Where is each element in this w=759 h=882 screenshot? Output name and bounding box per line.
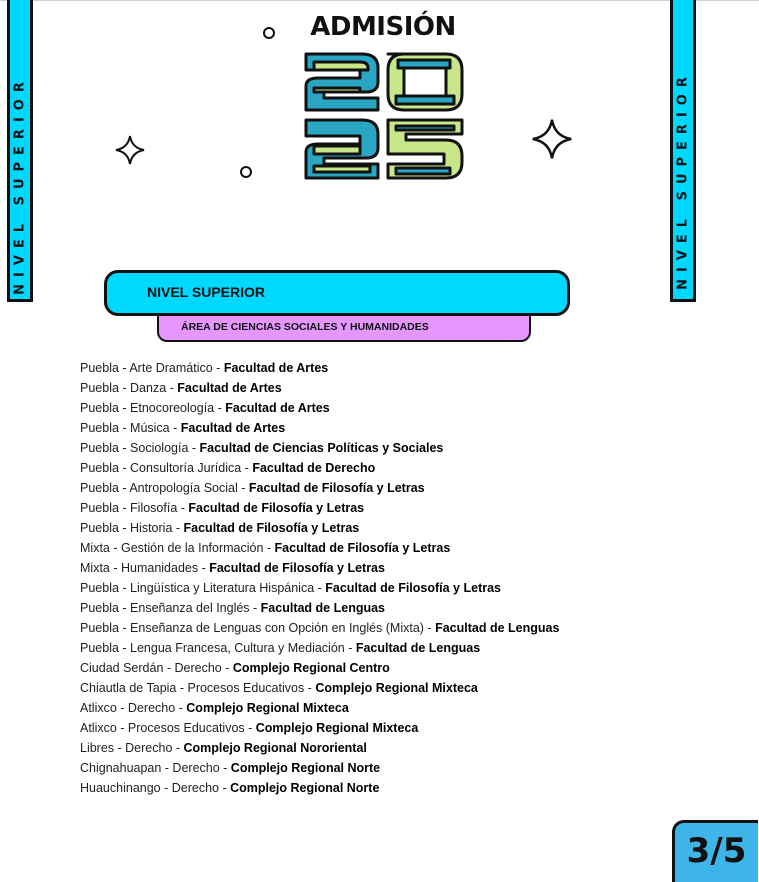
area-banner <box>157 314 531 342</box>
program-campus-career: Mixta - Humanidades - <box>80 561 210 575</box>
program-faculty: Complejo Regional Centro <box>232 661 390 675</box>
side-tab-right <box>670 0 696 302</box>
program-faculty: Complejo Regional Mixteca <box>255 721 419 735</box>
program-faculty: Complejo Regional Nororiental <box>183 741 367 755</box>
ring-icon <box>239 165 253 179</box>
ring-icon <box>262 26 276 40</box>
program-campus-career: Atlixco - Derecho - <box>80 701 187 715</box>
program-campus-career: Puebla - Lingüística y Literatura Hispánica - <box>80 581 326 595</box>
program-campus-career: Chiautla de Tapia - Procesos Educativos - <box>80 681 316 695</box>
side-tab-left <box>7 0 33 302</box>
program-faculty: Facultad de Derecho <box>252 461 376 475</box>
program-campus-career: Libres - Derecho - <box>80 741 184 755</box>
program-faculty: Facultad de Filosofía y Letras <box>209 561 385 575</box>
program-item <box>80 558 559 578</box>
program-item <box>80 518 559 538</box>
area-title: ÁREA DE CIENCIAS SOCIALES Y HUMANIDADES <box>181 321 429 333</box>
program-faculty: Facultad de Lenguas <box>355 641 481 655</box>
top-divider <box>0 0 759 1</box>
program-campus-career: Huauchinango - Derecho - <box>80 781 231 795</box>
sparkle-icon <box>114 134 146 166</box>
side-tab-label: NIVEL SUPERIOR <box>12 75 28 295</box>
program-faculty: Facultad de Artes <box>225 401 330 415</box>
program-item <box>80 758 559 778</box>
level-title: NIVEL SUPERIOR <box>147 284 265 300</box>
side-tab-label: NIVEL SUPERIOR <box>675 70 691 290</box>
year-2025-graphic <box>300 50 466 182</box>
program-faculty: Facultad de Ciencias Políticas y Sociales <box>199 441 444 455</box>
program-item <box>80 738 559 758</box>
program-item <box>80 418 559 438</box>
program-faculty: Complejo Regional Norte <box>230 761 381 775</box>
program-item <box>80 698 559 718</box>
program-campus-career: Puebla - Historia - <box>80 521 184 535</box>
program-faculty: Facultad de Filosofía y Letras <box>248 481 425 495</box>
program-faculty: Facultad de Artes <box>180 421 286 435</box>
program-faculty: Complejo Regional Mixteca <box>315 681 478 695</box>
program-item <box>80 398 559 418</box>
program-list <box>80 358 559 798</box>
program-item <box>80 598 559 618</box>
program-campus-career: Puebla - Antropología Social - <box>80 481 249 495</box>
program-campus-career: Puebla - Sociología - <box>80 441 200 455</box>
program-item <box>80 378 559 398</box>
sparkle-icon <box>530 117 574 161</box>
program-faculty: Facultad de Lenguas <box>435 621 560 635</box>
program-item <box>80 618 559 638</box>
program-campus-career: Puebla - Música - <box>80 421 181 435</box>
program-item <box>80 438 559 458</box>
program-item <box>80 538 559 558</box>
admission-title: ADMISIÓN <box>310 12 456 42</box>
program-campus-career: Puebla - Filosofía - <box>80 501 189 515</box>
program-campus-career: Puebla - Lengua Francesa, Cultura y Mediación - <box>80 641 356 655</box>
program-item <box>80 578 559 598</box>
program-faculty: Complejo Regional Norte <box>230 781 380 795</box>
program-campus-career: Mixta - Gestión de la Información - <box>80 541 275 555</box>
level-banner <box>104 270 570 316</box>
program-item <box>80 478 559 498</box>
program-faculty: Facultad de Artes <box>223 361 329 375</box>
program-item <box>80 718 559 738</box>
program-item <box>80 658 559 678</box>
page-indicator <box>672 820 758 882</box>
program-item <box>80 678 559 698</box>
program-faculty: Facultad de Artes <box>177 381 282 395</box>
program-campus-career: Puebla - Etnocoreología - <box>80 401 226 415</box>
page-number: 3/5 <box>686 831 747 871</box>
program-campus-career: Ciudad Serdán - Derecho - <box>80 661 233 675</box>
program-faculty: Facultad de Filosofía y Letras <box>188 501 365 515</box>
program-faculty: Facultad de Filosofía y Letras <box>183 521 360 535</box>
program-item <box>80 498 559 518</box>
program-item <box>80 778 559 798</box>
program-faculty: Facultad de Lenguas <box>260 601 386 615</box>
program-faculty: Complejo Regional Mixteca <box>186 701 349 715</box>
program-faculty: Facultad de Filosofía y Letras <box>274 541 451 555</box>
program-faculty: Facultad de Filosofía y Letras <box>325 581 502 595</box>
program-item <box>80 638 559 658</box>
program-campus-career: Puebla - Enseñanza de Lenguas con Opción en Inglés (Mixta) - <box>80 621 436 635</box>
program-campus-career: Puebla - Consultoría Jurídica - <box>80 461 253 475</box>
program-campus-career: Atlixco - Procesos Educativos - <box>80 721 256 735</box>
program-campus-career: Chignahuapan - Derecho - <box>80 761 231 775</box>
program-item <box>80 358 559 378</box>
program-campus-career: Puebla - Arte Dramático - <box>80 361 224 375</box>
program-campus-career: Puebla - Enseñanza del Inglés - <box>80 601 261 615</box>
program-item <box>80 458 559 478</box>
program-campus-career: Puebla - Danza - <box>80 381 178 395</box>
